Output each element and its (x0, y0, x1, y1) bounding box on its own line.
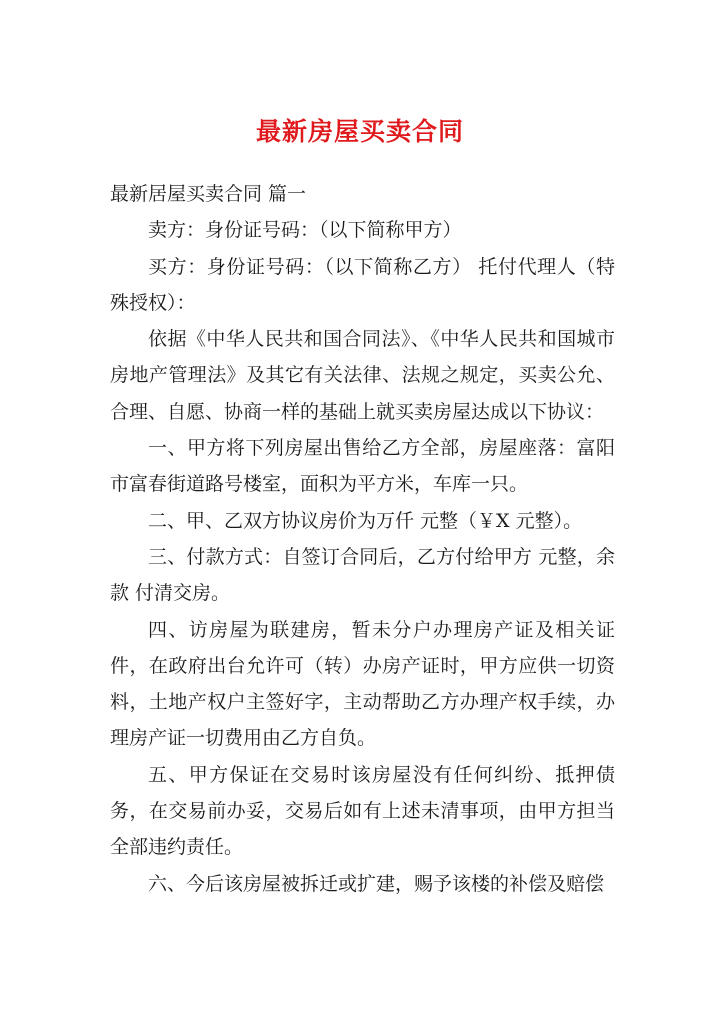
paragraph-legal-basis: 依据《中华人民共和国合同法》、《中华人民共和国城市房地产管理法》及其它有关法律、法规之规定，买卖公允、合理、自愿、协商一样的基础上就买卖房屋达成以下协议： (110, 328, 615, 423)
paragraph-clause-4: 四、访房屋为联建房，暂未分户办理房产证及相关证件，在政府出台允许可（转）办房产证时，甲方应供一切资料，土地产权户主签好字，主动帮助乙方办理产权手续，办理房产证一切费用由乙方自负。 (110, 618, 615, 750)
paragraph-clause-1: 一、甲方将下列房屋出售给乙方全部，房屋座落：富阳市富春街道路号楼室，面积为平方米，车库一只。 (110, 437, 615, 496)
paragraph-clause-6: 六、今后该房屋被拆迁或扩建，赐予该楼的补偿及赔偿 (148, 872, 605, 895)
paragraph-seller: 卖方：身份证号码：（以下简称甲方） (148, 219, 462, 242)
paragraph-clause-5: 五、甲方保证在交易时该房屋没有任何纠纷、抵押债务，在交易前办妥，交易后如有上述未清事项，由甲方担当全部违约责任。 (110, 763, 615, 859)
document-title: 最新房屋买卖合同 (255, 117, 464, 146)
paragraph-buyer: 买方：身份证号码：（以下简称乙方） 托付代理人（特殊授权）： (110, 255, 615, 314)
paragraph-clause-2: 二、甲、乙双方协议房价为万仟 元整（￥X 元整）。 (148, 509, 583, 532)
document-subtitle: 最新居屋买卖合同 篇一 (110, 183, 307, 205)
paragraph-clause-3: 三、付款方式：自签订合同后，乙方付给甲方 元整，余款 付清交房。 (110, 545, 615, 605)
document-body (110, 176, 615, 902)
